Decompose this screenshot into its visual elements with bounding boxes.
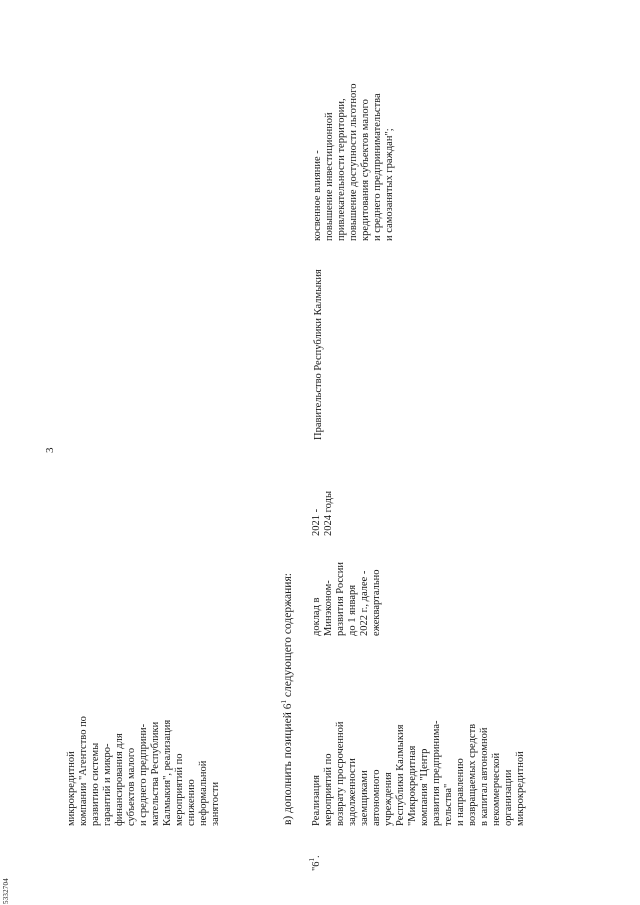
text-line: Республики Калмыкия bbox=[395, 724, 406, 826]
measure-column bbox=[311, 721, 527, 827]
text-line: привлекательности территории, bbox=[336, 98, 347, 241]
executor-column bbox=[313, 269, 325, 440]
text-line: мероприятий по bbox=[174, 753, 185, 826]
text-line: снижению bbox=[186, 779, 197, 826]
text-line: "Микрокредитная bbox=[407, 745, 418, 826]
text-line: развитию системы bbox=[90, 742, 101, 826]
text-line: 2022 г., далее - bbox=[359, 570, 370, 636]
previous-position-text bbox=[66, 716, 222, 826]
amendment-intro-suffix: следующего содержания: bbox=[282, 573, 294, 701]
text-line: развития России bbox=[335, 562, 346, 636]
text-line: задолженности bbox=[347, 758, 358, 826]
text-line: финансирования для bbox=[114, 733, 125, 826]
position-number-superscript: 1 bbox=[308, 857, 316, 862]
text-line: возврату просроченной bbox=[335, 721, 346, 826]
amendment-intro bbox=[282, 573, 294, 825]
text-line: Минэконом- bbox=[323, 580, 334, 636]
amendment-intro-prefix: в) дополнить позицией 6 bbox=[282, 703, 294, 825]
period-column bbox=[311, 491, 335, 536]
text-line: автономного bbox=[371, 769, 382, 826]
text-line: кредитования субъектов малого bbox=[360, 99, 371, 241]
text-line: 2021 - bbox=[311, 508, 322, 536]
page-number: 3 bbox=[44, 447, 56, 453]
text-line: в капитал автономной bbox=[479, 727, 490, 826]
text-line: 2024 годы bbox=[323, 490, 334, 536]
text-line: мероприятий по bbox=[323, 753, 334, 826]
text-line: повышение доступности льготного bbox=[348, 83, 359, 241]
text-line: Калмыкия", реализация bbox=[162, 719, 173, 826]
text-line: неформальной bbox=[198, 760, 209, 826]
position-number-prefix: "6 bbox=[311, 861, 322, 871]
text-line: и самозанятых граждан"; bbox=[384, 128, 395, 241]
text-line: гарантий и микро- bbox=[102, 743, 113, 826]
text-line: компании "Агентство по bbox=[78, 716, 89, 826]
text-line: субъектов малого bbox=[126, 747, 137, 826]
text-line: и среднего предприни- bbox=[138, 723, 149, 826]
amendment-intro-superscript: 1 bbox=[280, 700, 288, 704]
text-line: тельства" bbox=[443, 783, 454, 826]
text-line: Правительство Республики Калмыкия bbox=[313, 269, 324, 440]
text-line: развития предпринима- bbox=[431, 720, 442, 826]
result-column bbox=[312, 83, 396, 241]
text-line: возвращаемых средств bbox=[467, 723, 478, 826]
text-line: учреждения bbox=[383, 772, 394, 826]
text-line: микрокредитной bbox=[515, 751, 526, 826]
position-number-suffix: . bbox=[311, 855, 322, 858]
text-line: повышение инвестиционной bbox=[324, 112, 335, 241]
text-line: заемщиками bbox=[359, 770, 370, 826]
report-column bbox=[311, 562, 383, 636]
text-line: доклад в bbox=[311, 597, 322, 636]
text-line: мательства Республики bbox=[150, 721, 161, 826]
text-line: и направлению bbox=[455, 758, 466, 826]
text-line: некоммерческой bbox=[491, 752, 502, 826]
document-code: 5332704 bbox=[2, 878, 10, 904]
text-line: и среднего предпринимательства bbox=[372, 93, 383, 241]
text-line: микрокредитной bbox=[66, 751, 77, 826]
text-line: компания "Центр bbox=[419, 748, 430, 826]
text-line: занятости bbox=[210, 781, 221, 826]
text-line: Реализация bbox=[311, 775, 322, 826]
text-line: косвенное влияние - bbox=[312, 150, 323, 241]
text-line: организации bbox=[503, 769, 514, 826]
text-line: до 1 января bbox=[347, 584, 358, 636]
text-line: ежеквартально bbox=[371, 569, 382, 636]
position-number bbox=[308, 855, 323, 871]
